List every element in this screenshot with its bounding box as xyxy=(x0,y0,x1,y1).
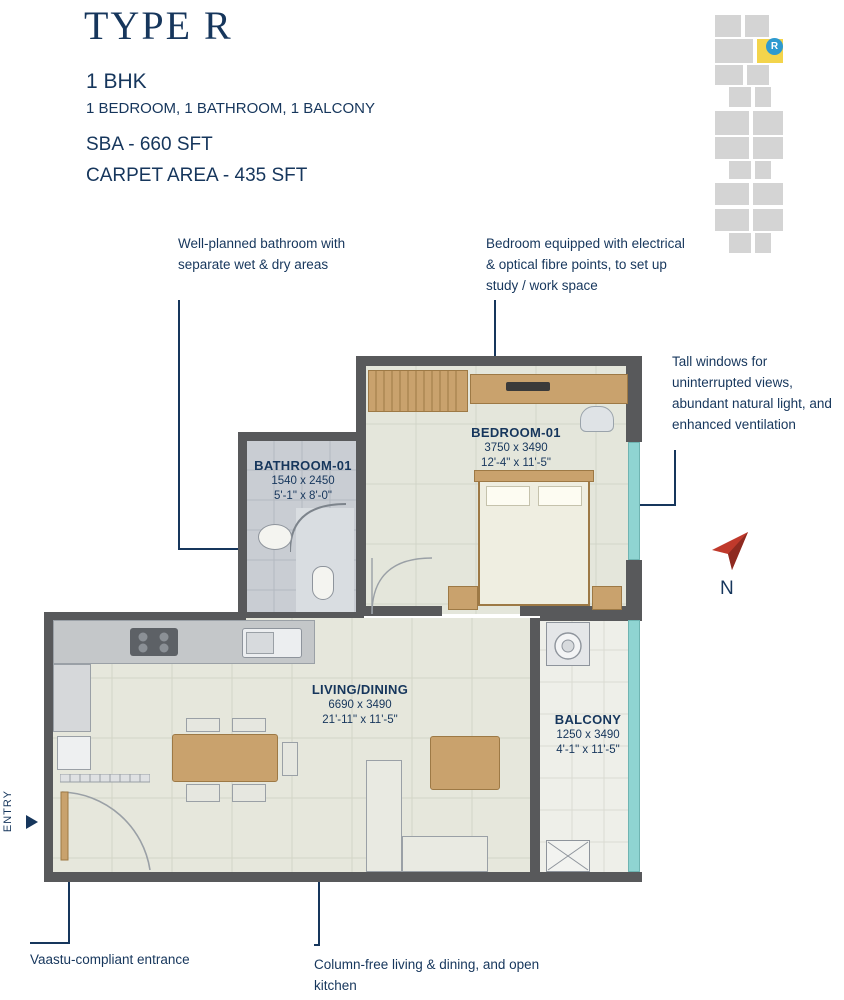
dining-chair-bottom-left xyxy=(186,784,220,802)
bathroom-basin xyxy=(258,524,292,550)
bedroom-desk-monitor xyxy=(506,382,550,391)
entry-arrow-icon xyxy=(26,815,38,829)
compass-north-label: N xyxy=(720,578,734,599)
balcony-service-unit-cross-icon xyxy=(546,840,590,872)
sofa-arm xyxy=(402,836,488,872)
dining-chair-right xyxy=(282,742,298,776)
balcony-wall-bottom xyxy=(540,872,642,882)
bed-side-table-right xyxy=(592,586,622,610)
balcony-wall-top xyxy=(540,612,642,621)
living-dim-mm: 6690 x 3490 xyxy=(328,699,392,712)
kitchen-appliance xyxy=(57,736,91,770)
bed-pillow-left xyxy=(486,486,530,506)
sba-label: SBA - 660 SFT xyxy=(86,134,213,155)
balcony-label xyxy=(528,712,648,757)
living-name: LIVING/DINING xyxy=(311,682,409,697)
sofa-long xyxy=(366,760,402,872)
kitchen-utility-hatch xyxy=(60,774,150,784)
room-summary-label: 1 BEDROOM, 1 BATHROOM, 1 BALCONY xyxy=(86,100,375,117)
dining-chair-top-right xyxy=(232,718,266,732)
callout-entrance: Vaastu-compliant entrance xyxy=(30,952,190,967)
bathroom-wc xyxy=(312,566,334,600)
bathroom-wall-top xyxy=(238,432,364,441)
living-label xyxy=(270,682,450,727)
bedroom-wall-top xyxy=(356,356,642,366)
living-dim-ft: 21'-11" x 11'-5" xyxy=(322,713,398,726)
bedroom-dim-ft: 12'-4" x 11'-5" xyxy=(481,456,551,469)
bed-headboard xyxy=(474,470,594,482)
bed-side-table-left xyxy=(448,586,478,610)
page-title: TYPE R xyxy=(84,3,233,48)
callout-windows: Tall windows for uninterrupted views, abundant natural light, and enhanced ventilation xyxy=(672,354,832,432)
balcony-name: BALCONY xyxy=(554,712,622,727)
entry-door-swing xyxy=(58,790,154,874)
dining-chair-top-left xyxy=(186,718,220,732)
kitchen-hob-burners-icon xyxy=(130,628,178,656)
bathroom-dim-mm: 1540 x 2450 xyxy=(271,475,335,488)
coffee-table xyxy=(430,736,500,790)
bathroom-name: BATHROOM-01 xyxy=(254,458,352,473)
bhk-label: 1 BHK xyxy=(86,70,147,93)
bathroom-dim-ft: 5'-1" x 8'-0" xyxy=(274,489,332,502)
washing-machine-drum-icon xyxy=(546,622,590,666)
bedroom-name: BEDROOM-01 xyxy=(471,425,561,440)
bathroom-label xyxy=(232,458,374,503)
kitchen-tall-unit xyxy=(53,664,91,732)
bedroom-wall-right xyxy=(626,356,642,442)
key-plan-marker: R xyxy=(766,38,783,55)
dining-chair-bottom-right xyxy=(232,784,266,802)
callout-bedroom: Bedroom equipped with electrical & optical fibre points, to set up study / work space xyxy=(486,236,685,293)
dining-table xyxy=(172,734,278,782)
bedroom-label xyxy=(436,425,596,470)
callout-living: Column-free living & dining, and open kitchen xyxy=(314,957,540,993)
balcony-dim-mm: 1250 x 3490 xyxy=(556,729,620,742)
bed-pillow-right xyxy=(538,486,582,506)
entry-label: ENTRY xyxy=(2,790,14,833)
callout-bathroom: Well-planned bathroom with separate wet & dry areas xyxy=(178,236,346,272)
balcony-dim-ft: 4'-1" x 11'-5" xyxy=(556,743,620,756)
living-wall-left xyxy=(44,612,53,882)
bedroom-wardrobe-lines xyxy=(368,370,468,412)
kitchen-sink-basin xyxy=(246,632,274,654)
bedroom-dim-mm: 3750 x 3490 xyxy=(484,442,548,455)
bathroom-door-swing xyxy=(370,556,436,616)
bathroom-shower-divider xyxy=(290,500,360,560)
carpet-area-label: CARPET AREA - 435 SFT xyxy=(86,165,308,186)
bedroom-window-glass xyxy=(628,442,640,560)
